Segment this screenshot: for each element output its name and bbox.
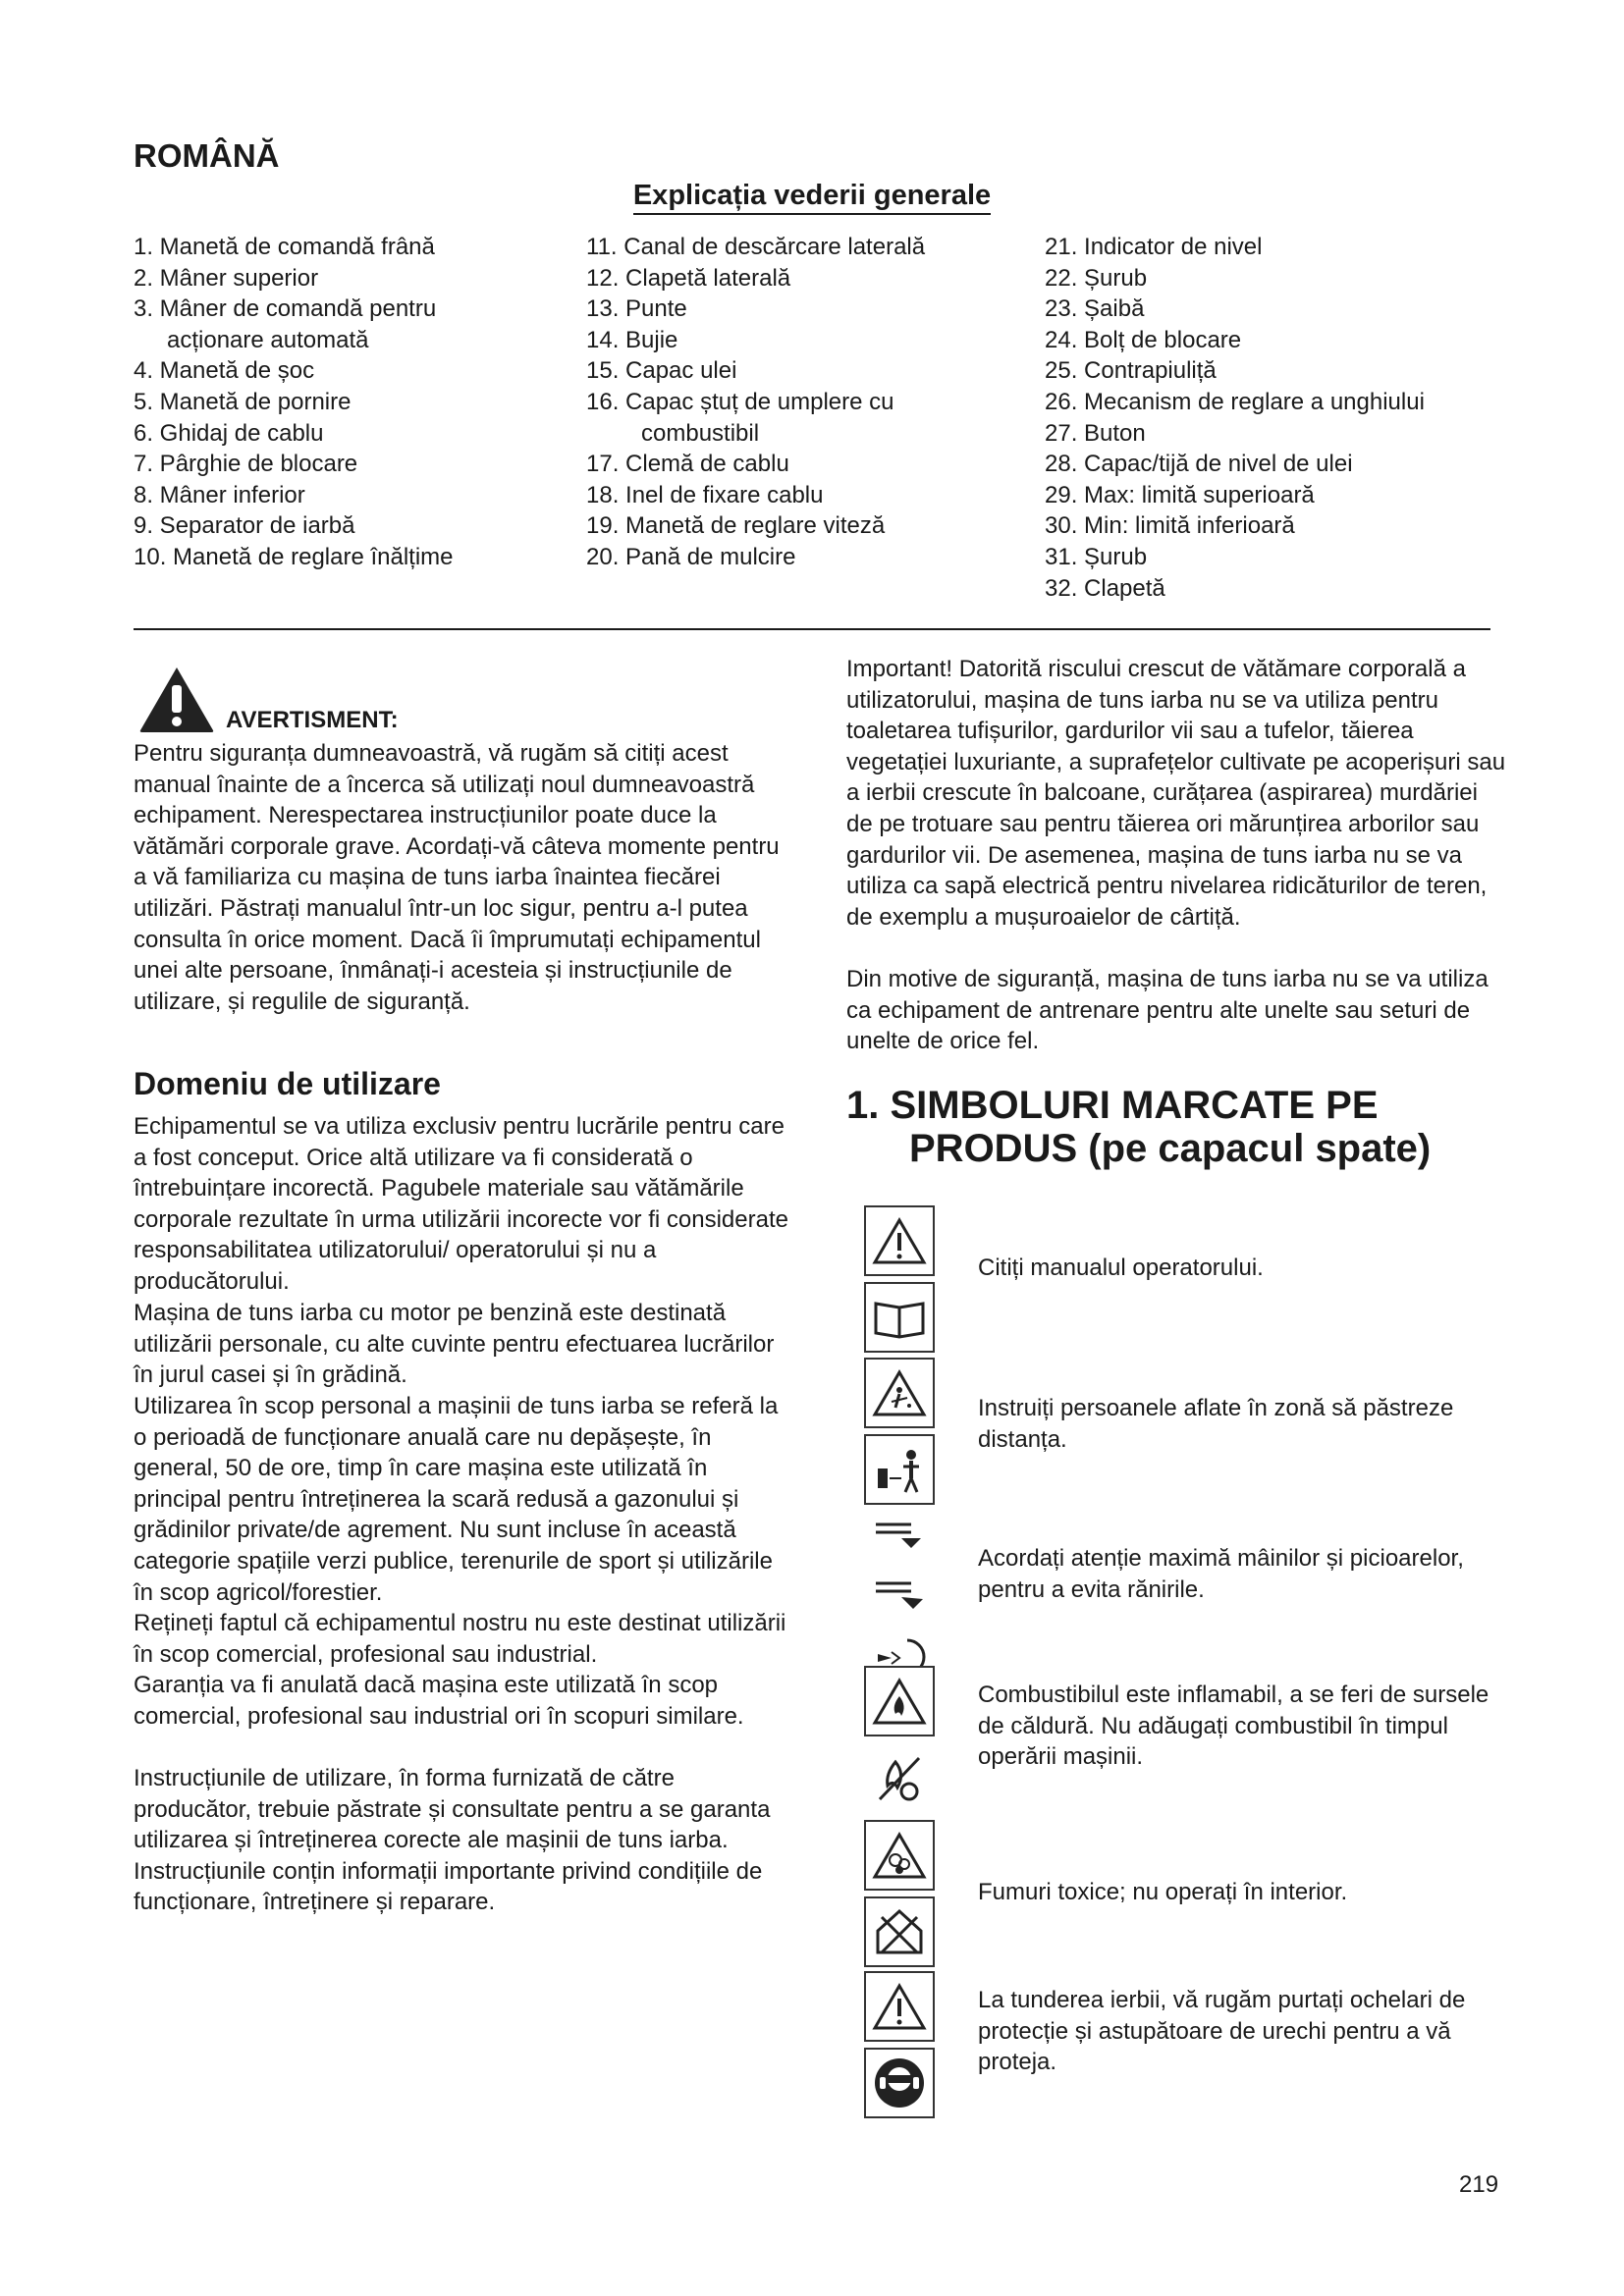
eye-ear-protection-icon bbox=[864, 2048, 935, 2118]
list-item: 1. Manetă de comandă frână bbox=[134, 234, 435, 260]
symbol-icons bbox=[864, 1358, 941, 1511]
usage-paragraph: Utilizarea în scop personal a mașinii de tuns iarba se referă la o perioadă de funcționare anuală care nu depășește, în general, 50 de ore, timp în care mașina este utilizată în principal pentru întreținerea la scară redusă a gazonului și grădinilor private/de agrement. Nu sunt incluse în această categorie spațiile verzi publice, terenurile de sport și utilizările în scop agricol/forestier. bbox=[134, 1393, 779, 1606]
symbol-description: Acordați atenție maximă mâinilor și picioarelor, pentru a evita rănirile. bbox=[978, 1545, 1464, 1603]
list-item: 12. Clapetă laterală bbox=[586, 264, 791, 292]
page-number: 219 bbox=[1459, 2171, 1499, 2198]
symbol-description: Citiți manualul operatorului. bbox=[978, 1255, 1264, 1281]
list-item: combustibil bbox=[641, 419, 760, 447]
list-item: 13. Punte bbox=[586, 295, 687, 323]
list-item: 14. Bujie bbox=[586, 326, 678, 353]
overview-title-text: Explicația vederii generale bbox=[633, 180, 991, 215]
list-item: 25. Contrapiuliță bbox=[1045, 357, 1217, 385]
usage-paragraph: Mașina de tuns iarba cu motor pe benzină este destinată utilizării personale, cu alte cuvinte pentru efectuarea lucrărilor în jurul casei și în grădină. bbox=[134, 1300, 775, 1389]
usage-paragraph: Echipamentul se va utiliza exclusiv pentru lucrările pentru care a fost conceput. Orice altă utilizare va fi considerată o întrebuințare incorectă. Pagubele materiale sau vătămările corporale rezultate în urma utilizării incorecte vor fi considerate responsabilitatea utilizatorului/ operatorului și nu a producătorului. bbox=[134, 1113, 788, 1295]
thrown-objects-warning-icon bbox=[864, 1358, 935, 1428]
list-item: 4. Manetă de șoc bbox=[134, 357, 315, 385]
list-item: 32. Clapetă bbox=[1045, 574, 1165, 602]
list-item: 28. Capac/tijă de nivel de ulei bbox=[1045, 451, 1353, 478]
list-item: 19. Manetă de reglare viteză bbox=[586, 512, 886, 540]
warning-triangle-icon bbox=[137, 664, 216, 734]
symbol-icons bbox=[864, 1205, 941, 1359]
important-paragraph: Din motive de siguranță, mașina de tuns iarba nu se va utiliza ca echipament de antrenare pentru alte unelte sau seturi de unelte de orice fel. bbox=[846, 966, 1489, 1055]
list-item: 2. Mâner superior bbox=[134, 264, 319, 292]
list-item: 17. Clemă de cablu bbox=[586, 451, 789, 478]
warning-text: Pentru siguranța dumneavoastră, vă rugăm să citiți acest manual înainte de a încerca să utilizați noul dumneavoastră echipament. Nerespectarea instrucțiunilor poate duce la vătămări corporale grave. Acordați-vă câteva momente pentru a vă familiariza cu mașina de tuns iarba înaintea fiecărei utilizări. Păstrați manualul într-un loc sigur, pentru a-l putea consulta în orice moment. Dacă îi împrumutați echipamentul unei alte persoane, înmânați-i acesteia și instrucțiunile de utilizare, și regulile de siguranță. bbox=[134, 740, 780, 1015]
symbol-icons bbox=[864, 1820, 941, 1973]
list-item: 21. Indicator de nivel bbox=[1045, 234, 1263, 260]
usage-paragraph: Rețineți faptul că echipamentul nostru nu este destinat utilizării în scop comercial, profesional sau industrial. bbox=[134, 1610, 786, 1668]
no-indoor-operation-icon bbox=[864, 1896, 935, 1967]
symbols-heading bbox=[846, 1084, 1431, 1170]
section-divider bbox=[134, 628, 1490, 630]
symbol-description: Combustibilul este inflamabil, a se feri de sursele de căldură. Nu adăugați combustibil în timpul operării mașinii. bbox=[978, 1682, 1489, 1771]
list-item: 23. Șaibă bbox=[1045, 295, 1145, 323]
list-item: 9. Separator de iarbă bbox=[134, 512, 355, 540]
usage-paragraph: Instrucțiunile de utilizare, în forma furnizată de către producător, trebuie păstrate și consultate pentru a se garanta utilizarea și întreținerea corecte ale mașinii de tuns iarba. Instrucțiunile conțin informații importante privind condițiile de funcționare, întreținere și reparare. bbox=[134, 1765, 771, 1916]
foot-blade-icon bbox=[864, 1569, 935, 1622]
symbol-icons bbox=[864, 1666, 941, 1819]
warning-triangle-icon bbox=[864, 1205, 935, 1276]
warning-label: AVERTISMENT: bbox=[226, 707, 399, 733]
usage-heading: Domeniu de utilizare bbox=[134, 1066, 441, 1101]
warning-triangle-icon bbox=[864, 1971, 935, 2042]
symbol-description: La tunderea ierbii, vă rugăm purtați ochelari de protecție și astupătoare de urechi pentru a vă proteja. bbox=[978, 1987, 1466, 2076]
list-item: 15. Capac ulei bbox=[586, 357, 737, 385]
flammable-warning-icon bbox=[864, 1666, 935, 1736]
symbols-heading-line2: PRODUS (pe capacul spate) bbox=[909, 1127, 1432, 1170]
list-item: 24. Bolț de blocare bbox=[1045, 326, 1242, 353]
list-item: 31. Șurub bbox=[1045, 543, 1148, 570]
list-item: 26. Mecanism de reglare a unghiului bbox=[1045, 388, 1425, 415]
no-fire-icon bbox=[864, 1742, 935, 1813]
list-item: acționare automată bbox=[167, 326, 369, 353]
symbol-description: Instruiți persoanele aflate în zonă să păstreze distanța. bbox=[978, 1395, 1454, 1453]
list-item: 18. Inel de fixare cablu bbox=[586, 481, 824, 508]
important-paragraph: Important! Datorită riscului crescut de vătămare corporală a utilizatorului, mașina de tuns iarba nu se va utiliza pentru toaletarea tufișurilor, gardurilor vii sau a tufelor, tăierea vegetației luxuriante, a suprafețelor cultivate pe acoperișuri sau a ierbii crescute în balcoane, curățarea (aspirarea) murdăriei de pe trotuare sau pentru tăierea ori mărunțirea arborilor sau gardurilor vii. De asemenea, mașina de tuns iarba nu se va utiliza ca sapă electrică pentru nivelarea ridicăturilor de teren, de exemplu a mușuroaielor de cârtiță. bbox=[846, 656, 1506, 931]
toxic-fumes-warning-icon bbox=[864, 1820, 935, 1891]
list-item: 6. Ghidaj de cablu bbox=[134, 419, 324, 447]
usage-paragraph: Garanția va fi anulată dacă mașina este utilizată în scop comercial, profesional sau industrial ori în scopuri similare. bbox=[134, 1672, 744, 1730]
list-item: 22. Șurub bbox=[1045, 264, 1148, 292]
language-heading: ROMÂNĂ bbox=[134, 137, 280, 174]
symbol-description: Fumuri toxice; nu operați în interior. bbox=[978, 1879, 1348, 1905]
list-item: 27. Buton bbox=[1045, 419, 1146, 447]
parts-list-col2 bbox=[586, 232, 925, 573]
list-item: 20. Pană de mulcire bbox=[586, 543, 796, 570]
symbol-icons bbox=[864, 1971, 941, 2124]
list-item: 7. Pârghie de blocare bbox=[134, 451, 358, 478]
list-item: 3. Mâner de comandă pentru bbox=[134, 295, 437, 323]
symbols-heading-line1: 1. SIMBOLURI MARCATE PE bbox=[846, 1084, 1379, 1127]
parts-list-col1 bbox=[134, 232, 454, 573]
list-item: 5. Manetă de pornire bbox=[134, 388, 352, 415]
hand-blade-icon bbox=[864, 1510, 935, 1563]
overview-title bbox=[0, 180, 1624, 212]
manual-book-icon bbox=[864, 1282, 935, 1353]
list-item: 30. Min: limită inferioară bbox=[1045, 512, 1295, 540]
list-item: 11. Canal de descărcare laterală bbox=[586, 234, 926, 260]
keep-distance-person-icon bbox=[864, 1434, 935, 1505]
list-item: 29. Max: limită superioară bbox=[1045, 481, 1315, 508]
list-item: 8. Mâner inferior bbox=[134, 481, 305, 508]
list-item: 10. Manetă de reglare înălțime bbox=[134, 543, 454, 570]
parts-list-col3 bbox=[1045, 232, 1425, 604]
list-item: 16. Capac ștuț de umplere cu bbox=[586, 388, 894, 415]
